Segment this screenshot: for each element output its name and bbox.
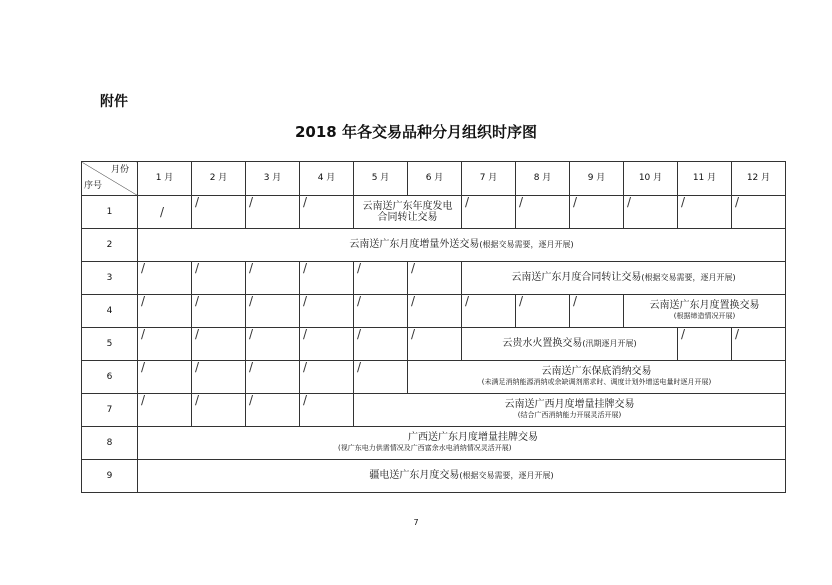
- trade-cell: [354, 196, 462, 229]
- month-header: 4 月: [300, 162, 354, 196]
- empty-cell: [138, 295, 192, 328]
- month-header: 10 月: [624, 162, 678, 196]
- slash-mark: /: [411, 261, 416, 275]
- trade-note: (根据交易需要，逐月开展): [641, 273, 736, 282]
- schedule-table: [81, 161, 786, 493]
- trade-cell: [138, 460, 786, 493]
- row-number: 2: [82, 229, 138, 262]
- empty-cell: [138, 361, 192, 394]
- slash-mark: /: [195, 360, 200, 374]
- empty-cell: [138, 262, 192, 295]
- empty-cell: [408, 328, 462, 361]
- row-number: 8: [82, 427, 138, 460]
- trade-cell: [138, 427, 786, 460]
- table-row: [82, 427, 786, 460]
- empty-cell: [408, 262, 462, 295]
- slash-mark: /: [357, 261, 362, 275]
- empty-cell: [300, 394, 354, 427]
- corner-month-label: 月份: [110, 165, 129, 175]
- empty-cell: [246, 361, 300, 394]
- page-number: 7: [413, 518, 419, 527]
- slash-mark: /: [249, 294, 254, 308]
- row-number: 4: [82, 295, 138, 328]
- row-number: 9: [82, 460, 138, 493]
- slash-mark: /: [141, 393, 146, 407]
- slash-mark: /: [303, 294, 308, 308]
- slash-mark: /: [303, 360, 308, 374]
- corner-seq-label: 序号: [84, 181, 103, 191]
- empty-cell: [192, 196, 246, 229]
- trade-cell: [462, 262, 786, 295]
- empty-cell: [192, 295, 246, 328]
- empty-cell: [300, 295, 354, 328]
- row-number: 3: [82, 262, 138, 295]
- empty-cell: [354, 328, 408, 361]
- trade-note: (结合广西消纳能力开展灵活开展): [517, 411, 622, 419]
- slash-mark: /: [681, 195, 686, 209]
- document-title: 2018 年各交易品种分月组织时序图: [295, 123, 537, 141]
- month-header: 5 月: [354, 162, 408, 196]
- empty-cell: [246, 196, 300, 229]
- slash-mark: /: [627, 195, 632, 209]
- trade-name: 疆电送广东月度交易: [369, 470, 460, 481]
- trade-cell: [138, 229, 786, 262]
- trade-note: (根据交易需要，逐月开展): [459, 471, 554, 480]
- empty-cell: [138, 328, 192, 361]
- slash-mark: /: [573, 294, 578, 308]
- trade-name: 云南送广东月度合同转让交易: [511, 272, 642, 283]
- month-header: 9 月: [570, 162, 624, 196]
- slash-mark: /: [195, 294, 200, 308]
- slash-mark: /: [141, 360, 146, 374]
- slash-mark: /: [519, 294, 524, 308]
- month-header: 8 月: [516, 162, 570, 196]
- header-row: [82, 162, 786, 196]
- trade-name: 云南送广东月度置换交易: [649, 300, 760, 311]
- table-row: [82, 295, 786, 328]
- slash-mark: /: [195, 261, 200, 275]
- empty-cell: [570, 295, 624, 328]
- slash-mark: /: [303, 195, 308, 209]
- slash-mark: /: [303, 327, 308, 341]
- trade-cell: [624, 295, 786, 328]
- trade-note: (视广东电力供需情况及广西富余水电消纳情况灵活开展): [338, 444, 512, 452]
- row-number: 1: [82, 196, 138, 229]
- empty-cell: [516, 196, 570, 229]
- table-row: [82, 328, 786, 361]
- table-row: [82, 196, 786, 229]
- slash-mark: /: [141, 327, 146, 341]
- empty-cell: [300, 361, 354, 394]
- slash-mark: /: [249, 393, 254, 407]
- trade-cell: [354, 394, 786, 427]
- empty-cell: [354, 361, 408, 394]
- slash-mark: /: [357, 360, 362, 374]
- empty-cell: [138, 394, 192, 427]
- table-row: [82, 460, 786, 493]
- trade-name: 云南送广西月度增量挂牌交易: [504, 399, 635, 410]
- empty-cell: [300, 196, 354, 229]
- slash-mark: /: [735, 327, 740, 341]
- slash-mark: /: [160, 205, 165, 219]
- empty-cell: [624, 196, 678, 229]
- slash-mark: /: [465, 195, 470, 209]
- month-header: 2 月: [192, 162, 246, 196]
- trade-note: (根据缔造情况开展): [673, 312, 736, 320]
- trade-name: 云贵水火置换交易: [502, 338, 583, 349]
- slash-mark: /: [195, 393, 200, 407]
- empty-cell: [138, 196, 192, 229]
- empty-cell: [192, 328, 246, 361]
- empty-cell: [246, 262, 300, 295]
- empty-cell: [732, 196, 786, 229]
- empty-cell: [516, 295, 570, 328]
- trade-note: (未满足消纳能源消纳或余缺调剂需求时、调度计划外增送电量时逐月开展): [481, 378, 712, 386]
- slash-mark: /: [573, 195, 578, 209]
- slash-mark: /: [249, 261, 254, 275]
- table-row: [82, 229, 786, 262]
- slash-mark: /: [411, 327, 416, 341]
- slash-mark: /: [249, 195, 254, 209]
- empty-cell: [300, 262, 354, 295]
- slash-mark: /: [519, 195, 524, 209]
- empty-cell: [192, 394, 246, 427]
- slash-mark: /: [249, 327, 254, 341]
- corner-cell: [82, 162, 138, 196]
- empty-cell: [246, 394, 300, 427]
- slash-mark: /: [195, 327, 200, 341]
- row-number: 6: [82, 361, 138, 394]
- empty-cell: [732, 328, 786, 361]
- trade-name: 广西送广东月度增量挂牌交易: [408, 432, 538, 443]
- slash-mark: /: [195, 195, 200, 209]
- slash-mark: /: [249, 360, 254, 374]
- trade-note: (根据交易需要，逐月开展): [479, 240, 574, 249]
- table-row: [82, 262, 786, 295]
- trade-note: (汛期逐月开展): [582, 339, 637, 348]
- empty-cell: [678, 328, 732, 361]
- slash-mark: /: [303, 393, 308, 407]
- trade-cell: [408, 361, 786, 394]
- slash-mark: /: [411, 294, 416, 308]
- row-number: 7: [82, 394, 138, 427]
- empty-cell: [354, 295, 408, 328]
- slash-mark: /: [735, 195, 740, 209]
- empty-cell: [246, 328, 300, 361]
- month-header: 11 月: [678, 162, 732, 196]
- empty-cell: [462, 295, 516, 328]
- month-header: 12 月: [732, 162, 786, 196]
- month-header: 7 月: [462, 162, 516, 196]
- empty-cell: [192, 361, 246, 394]
- empty-cell: [462, 196, 516, 229]
- slash-mark: /: [357, 294, 362, 308]
- slash-mark: /: [141, 261, 146, 275]
- row-number: 5: [82, 328, 138, 361]
- empty-cell: [300, 328, 354, 361]
- trade-name: 云南送广东月度增量外送交易: [349, 239, 480, 250]
- trade-name: 云南送广东年度发电合同转让交易: [362, 201, 453, 223]
- trade-cell: [462, 328, 678, 361]
- slash-mark: /: [357, 327, 362, 341]
- empty-cell: [570, 196, 624, 229]
- table-row: [82, 394, 786, 427]
- slash-mark: /: [141, 294, 146, 308]
- empty-cell: [678, 196, 732, 229]
- trade-name: 云南送广东保底消纳交易: [541, 366, 652, 377]
- month-header: 6 月: [408, 162, 462, 196]
- slash-mark: /: [681, 327, 686, 341]
- slash-mark: /: [303, 261, 308, 275]
- month-header: 3 月: [246, 162, 300, 196]
- table-row: [82, 361, 786, 394]
- empty-cell: [354, 262, 408, 295]
- month-header: 1 月: [138, 162, 192, 196]
- slash-mark: /: [465, 294, 470, 308]
- attachment-label: 附件: [100, 94, 128, 110]
- empty-cell: [192, 262, 246, 295]
- empty-cell: [246, 295, 300, 328]
- empty-cell: [408, 295, 462, 328]
